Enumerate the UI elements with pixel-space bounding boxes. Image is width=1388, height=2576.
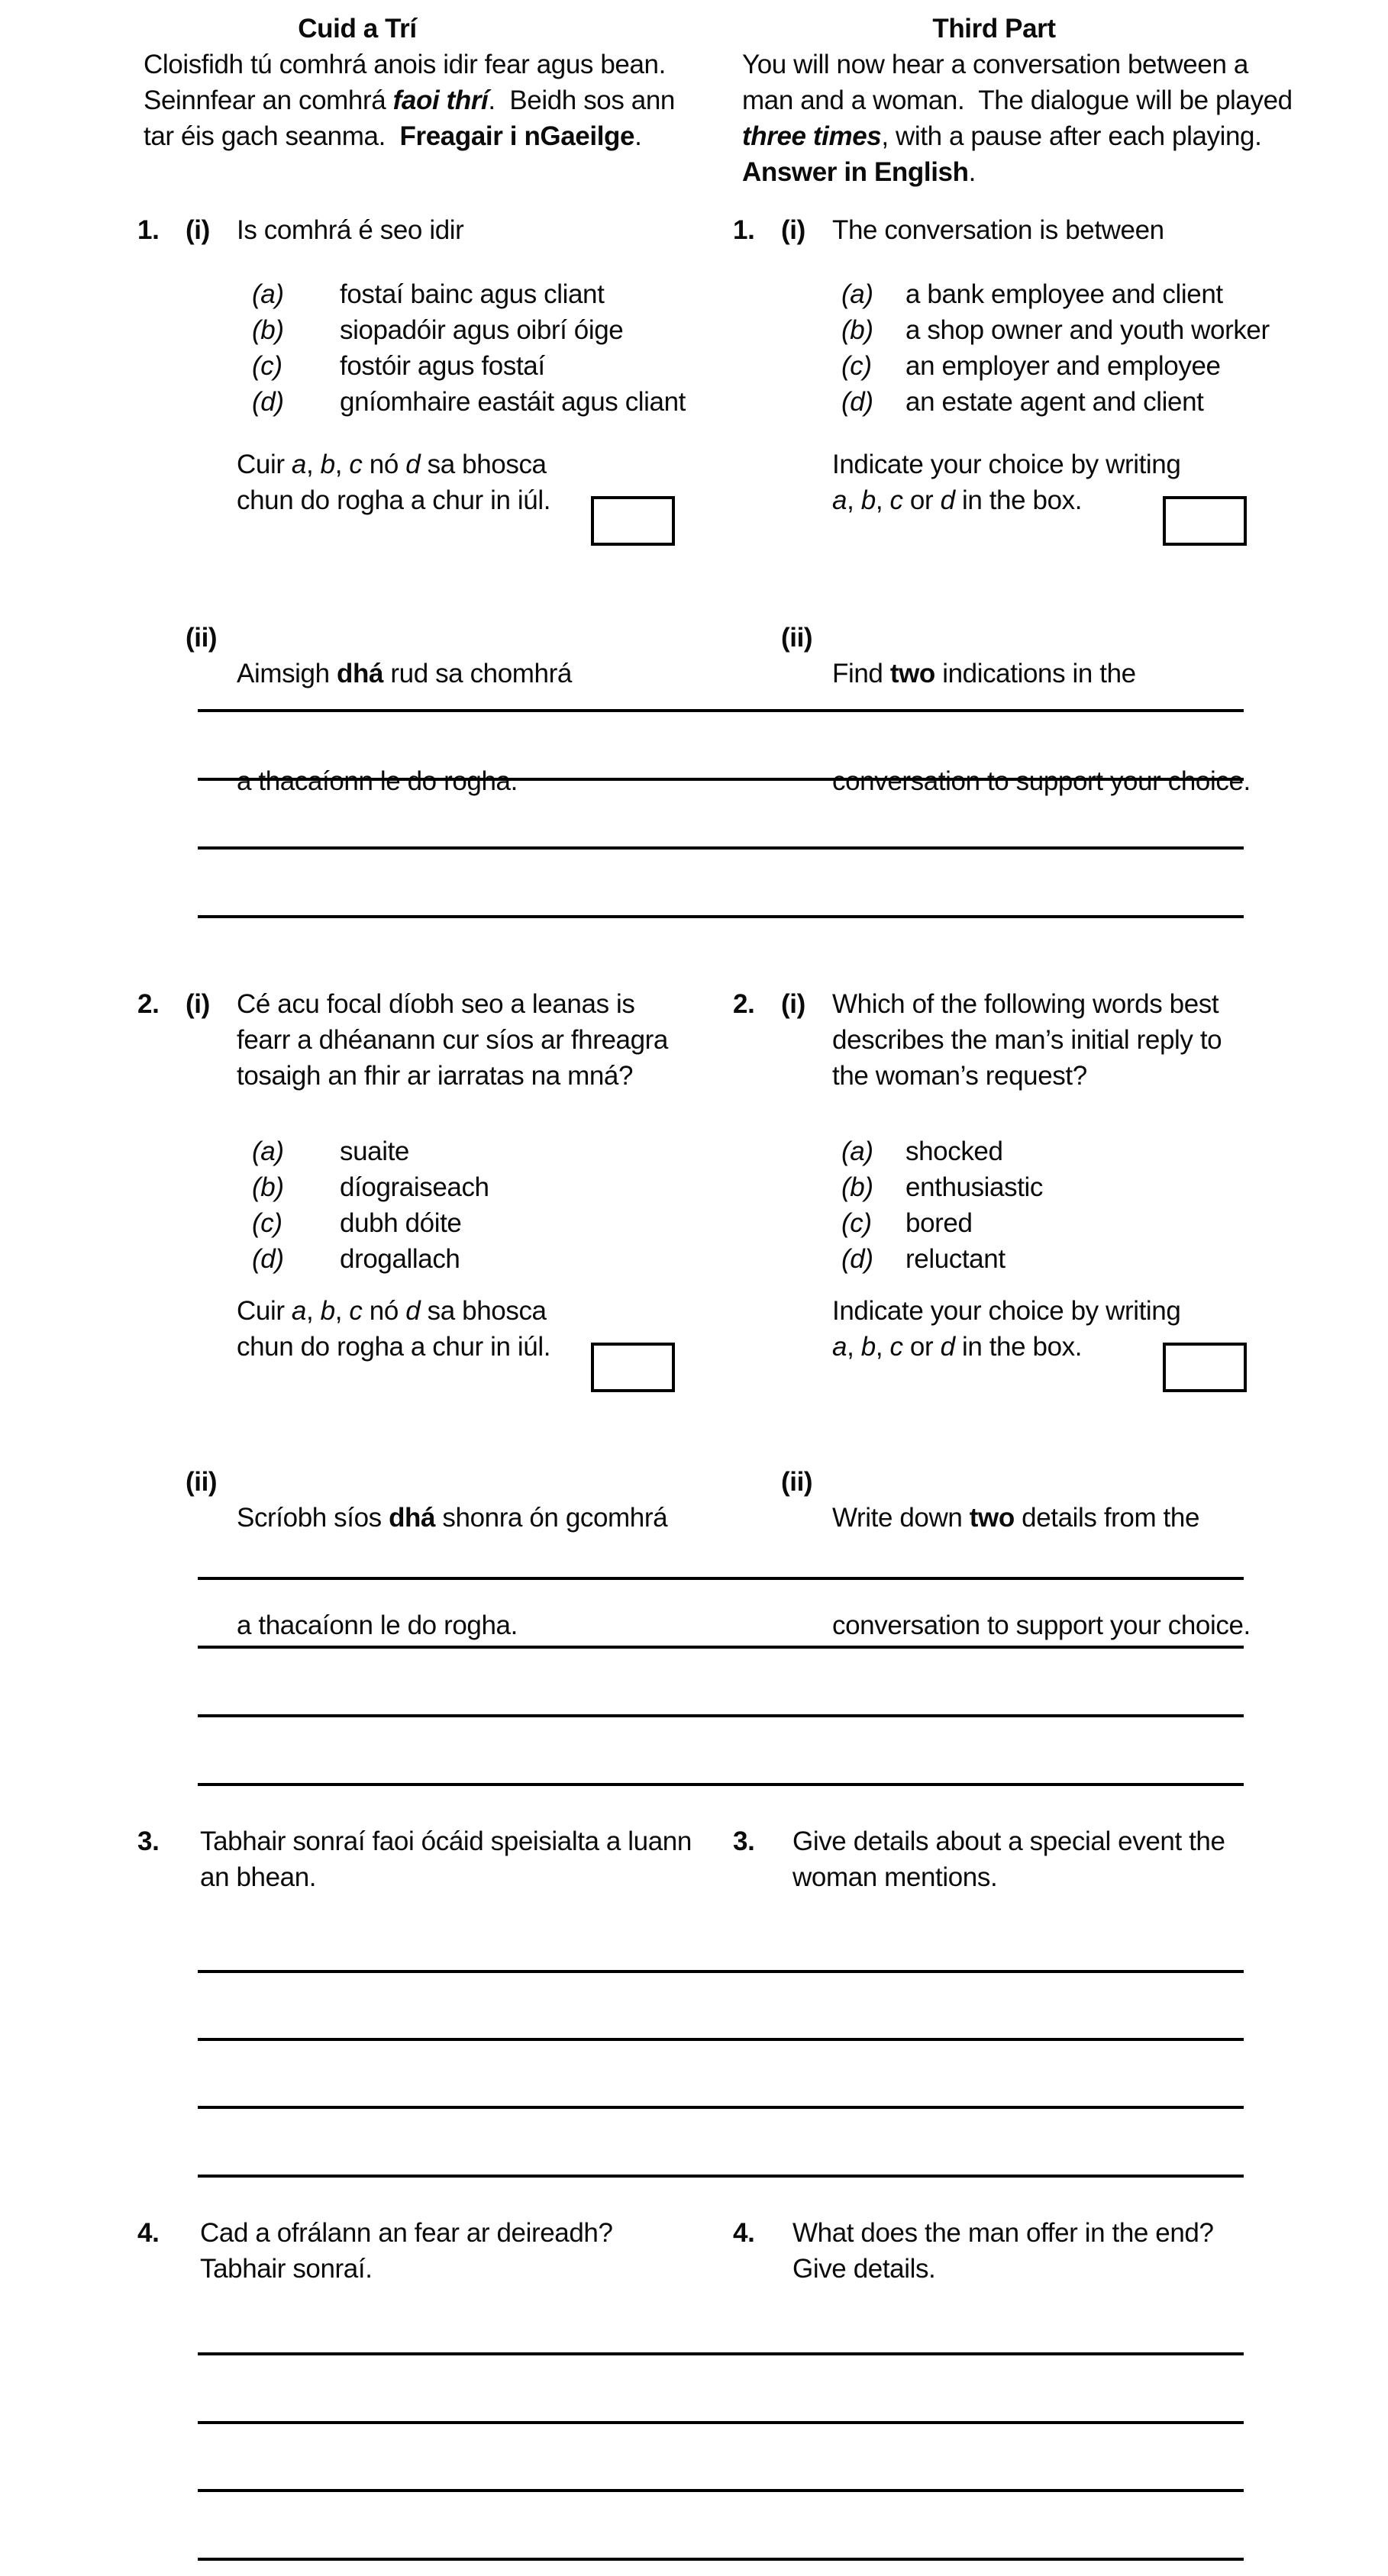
option-d: (d) an estate agent and client [841, 387, 1204, 417]
choice-box-q1-irish[interactable] [591, 496, 675, 546]
header-english-line: man and a woman. The dialogue will be played [742, 85, 1293, 115]
option-b: (b) díograiseach [252, 1172, 489, 1202]
option-a: (a) shocked [841, 1136, 1003, 1166]
answer-line[interactable] [198, 1646, 1244, 1649]
answer-line[interactable] [198, 778, 1244, 781]
choice-instruction-english: Indicate your choice by writing a, b, c or d in the box. [832, 447, 1275, 518]
question-2-english: 2. (i) Which of the following words best describes the man’s initial reply to the woman’s request? (a) shocked (b) enthusiastic (c) bored (d) reluctant Indicate your choice by writing a, b, c or d in the box. (ii) Write down two details from the conversation to support your choice. [733, 986, 1275, 1715]
header-irish-line: tar éis gach seanma. Freagair i nGaeilge. [144, 121, 642, 151]
question-1-english-part2: (ii) Find two indications in the conversation to support your choice. [781, 623, 1251, 796]
question-1-irish-options [252, 276, 686, 420]
question-2-english-part2: (ii) Write down two details from the conversation to support your choice. [781, 1467, 1251, 1640]
answer-line[interactable] [198, 2352, 1244, 2355]
question-4-english: 4. What does the man offer in the end? Give details. [733, 2218, 1214, 2284]
question-3-irish: 3. Tabhair sonraí faoi ócáid speisialta a luann an bhean. [137, 1826, 692, 1892]
answer-line[interactable] [198, 2106, 1244, 2109]
header-english-title: Third Part [932, 14, 1056, 44]
question-2-irish-options [252, 1133, 679, 1277]
question-3-english: 3. Give details about a special event the woman mentions. [733, 1826, 1225, 1892]
question-2-english-options [841, 1133, 1275, 1277]
header-english-line: You will now hear a conversation between a [742, 50, 1248, 79]
answer-line[interactable] [198, 2421, 1244, 2424]
option-c: (c) fostóir agus fostaí [252, 351, 545, 381]
option-b: (b) enthusiastic [841, 1172, 1044, 1202]
answer-line[interactable] [198, 1970, 1244, 1973]
question-4-irish: 4. Cad a ofrálann an fear ar deireadh? Tabhair sonraí. [137, 2218, 613, 2284]
answer-line[interactable] [198, 1577, 1244, 1580]
option-b: (b) siopadóir agus oibrí óige [252, 315, 624, 345]
option-a: (a) fostaí bainc agus cliant [252, 279, 605, 309]
question-1-english [733, 212, 1275, 871]
question-2-irish-part2: (ii) Scríobh síos dhá shonra ón gcomhrá a thacaíonn le do rogha. [186, 1467, 668, 1640]
answer-line[interactable] [198, 915, 1244, 918]
choice-instruction-irish: Cuir a, b, c nó d sa bhosca chun do rogha a chur in iúl. [237, 1293, 679, 1365]
option-a: (a) a bank employee and client [841, 279, 1223, 309]
header-english-line: three times, with a pause after each playing. [742, 121, 1262, 151]
question-1-irish [137, 212, 686, 871]
choice-box-q1-english[interactable] [1163, 496, 1247, 546]
option-b: (b) a shop owner and youth worker [841, 315, 1270, 345]
question-2-english-text: 2. (i) Which of the following words best [733, 989, 1219, 1019]
header-english-line: Answer in English. [742, 157, 976, 187]
option-d: (d) reluctant [841, 1244, 1005, 1274]
header-irish [144, 11, 675, 154]
option-c: (c) dubh dóite [252, 1208, 462, 1238]
header-irish-title: Cuid a Trí [298, 14, 417, 44]
option-d: (d) drogallach [252, 1244, 460, 1274]
answer-line[interactable] [198, 2489, 1244, 2492]
option-c: (c) bored [841, 1208, 973, 1238]
question-1-irish-text: 1. (i) Is comhrá é seo idir [137, 215, 464, 245]
choice-box-q2-english[interactable] [1163, 1343, 1247, 1392]
answer-line[interactable] [198, 709, 1244, 712]
answer-line[interactable] [198, 1783, 1244, 1786]
header-irish-line: Cloisfidh tú comhrá anois idir fear agus bean. [144, 50, 666, 79]
answer-line[interactable] [198, 1714, 1244, 1717]
option-a: (a) suaite [252, 1136, 409, 1166]
header-irish-line: Seinnfear an comhrá faoi thrí. Beidh sos ann [144, 85, 675, 115]
header-english [742, 11, 1293, 190]
question-1-english-options [841, 276, 1275, 420]
question-2-irish-text: 2. (i) Cé acu focal díobh seo a leanas is [137, 989, 635, 1019]
option-c: (c) an employer and employee [841, 351, 1221, 381]
choice-instruction-irish: Cuir a, b, c nó d sa bhosca chun do rogha a chur in iúl. [237, 447, 679, 518]
answer-line[interactable] [198, 846, 1244, 850]
question-2-irish: 2. (i) Cé acu focal díobh seo a leanas is fearr a dhéanann cur síos ar fhreagra tosaigh an fhir ar iarratas na mná? (a) suaite (b) díograiseach (c) dubh dóite (d) drogallach Cuir a, b, c nó d sa bhosca chun do rogha a chur in iúl. (ii) Scríobh síos dhá shonra ón gcomhrá a thacaíonn le do rogha. [137, 986, 679, 1715]
answer-line[interactable] [198, 2038, 1244, 2041]
choice-box-q2-irish[interactable] [591, 1343, 675, 1392]
question-1-irish-part2: (ii) Aimsigh dhá rud sa chomhrá a thacaíonn le do rogha. [186, 623, 572, 796]
question-1-english-text: 1. (i) The conversation is between [733, 215, 1164, 245]
option-d: (d) gníomhaire eastáit agus cliant [252, 387, 686, 417]
choice-instruction-english: Indicate your choice by writing a, b, c or d in the box. [832, 1293, 1275, 1365]
answer-line[interactable] [198, 2175, 1244, 2178]
answer-line[interactable] [198, 2558, 1244, 2561]
